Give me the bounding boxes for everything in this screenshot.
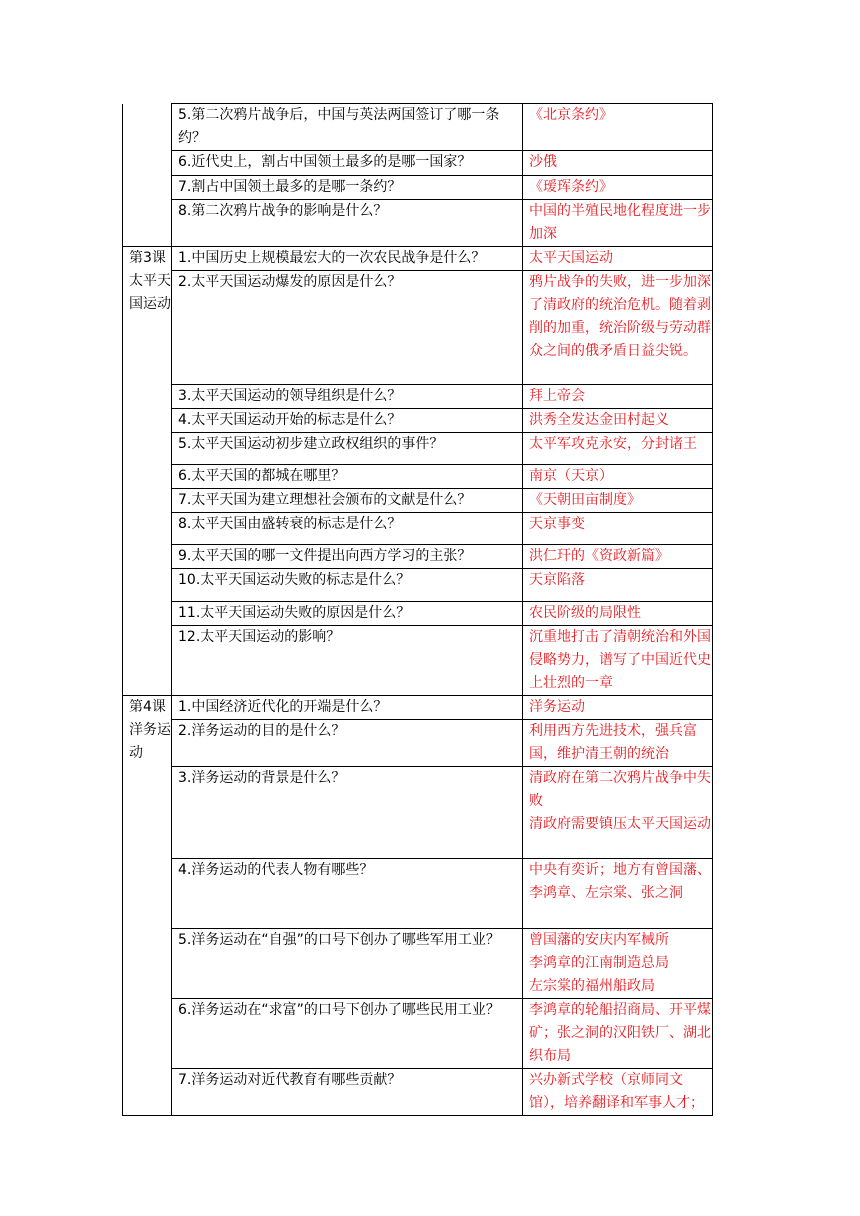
table-row bbox=[123, 247, 713, 271]
answer-cell: 沙俄 bbox=[523, 151, 713, 176]
table-row bbox=[123, 720, 713, 767]
answer-cell: 中国的半殖民地化程度进一步加深 bbox=[523, 200, 713, 247]
table-row bbox=[123, 385, 713, 409]
question-cell: 2.洋务运动的目的是什么？ bbox=[172, 720, 523, 767]
table-row bbox=[123, 767, 713, 859]
answer-cell: 中央有奕䜣；地方有曾国藩、李鸿章、左宗棠、张之洞 bbox=[523, 859, 713, 929]
question-cell: 4.太平天国运动开始的标志是什么？ bbox=[172, 409, 523, 433]
answer-cell: 洋务运动 bbox=[523, 696, 713, 720]
question-cell: 8.太平天国由盛转衰的标志是什么？ bbox=[172, 513, 523, 545]
lesson-cell: 第3课太平天国运动 bbox=[123, 247, 172, 696]
answer-cell: 兴办新式学校（京师同文馆），培养翻译和军事人才； bbox=[523, 1069, 713, 1116]
answer-cell: 《天朝田亩制度》 bbox=[523, 489, 713, 513]
table-row bbox=[123, 602, 713, 626]
answer-cell: 利用西方先进技术，强兵富国，维护清王朝的统治 bbox=[523, 720, 713, 767]
question-cell: 5.第二次鸦片战争后，中国与英法两国签订了哪一条约？ bbox=[172, 104, 523, 151]
question-cell: 5.洋务运动在“自强”的口号下创办了哪些军用工业？ bbox=[172, 929, 523, 999]
table-row bbox=[123, 104, 713, 151]
lesson-cell bbox=[123, 104, 172, 247]
answer-cell: 南京（天京） bbox=[523, 465, 713, 489]
question-cell: 12.太平天国运动的影响？ bbox=[172, 626, 523, 696]
question-cell: 7.割占中国领土最多的是哪一条约？ bbox=[172, 176, 523, 200]
question-cell: 8.第二次鸦片战争的影响是什么？ bbox=[172, 200, 523, 247]
question-cell: 5.太平天国运动初步建立政权组织的事件？ bbox=[172, 433, 523, 465]
qa-table bbox=[122, 103, 713, 1116]
answer-cell: 《北京条约》 bbox=[523, 104, 713, 151]
answer-cell: 天京陷落 bbox=[523, 569, 713, 602]
table-row bbox=[123, 513, 713, 545]
answer-cell: 李鸿章的轮船招商局、开平煤矿；张之洞的汉阳铁厂、湖北织布局 bbox=[523, 999, 713, 1069]
answer-cell: 清政府在第二次鸦片战争中失败 清政府需要镇压太平天国运动 bbox=[523, 767, 713, 859]
answer-cell: 曾国藩的安庆内军械所 李鸿章的江南制造总局 左宗棠的福州船政局 bbox=[523, 929, 713, 999]
answer-cell: 拜上帝会 bbox=[523, 385, 713, 409]
table-row bbox=[123, 859, 713, 929]
answer-cell: 沉重地打击了清朝统治和外国侵略势力，谱写了中国近代史上壮烈的一章 bbox=[523, 626, 713, 696]
table-row bbox=[123, 545, 713, 569]
answer-cell: 太平军攻克永安，分封诸王 bbox=[523, 433, 713, 465]
answer-cell: 《瑷珲条约》 bbox=[523, 176, 713, 200]
lesson-cell: 第4课洋务运动 bbox=[123, 696, 172, 1116]
answer-cell: 天京事变 bbox=[523, 513, 713, 545]
answer-cell: 太平天国运动 bbox=[523, 247, 713, 271]
question-cell: 6.太平天国的都城在哪里？ bbox=[172, 465, 523, 489]
question-cell: 3.太平天国运动的领导组织是什么？ bbox=[172, 385, 523, 409]
table-row bbox=[123, 433, 713, 465]
question-cell: 10.太平天国运动失败的标志是什么？ bbox=[172, 569, 523, 602]
table-row bbox=[123, 151, 713, 176]
table-row bbox=[123, 200, 713, 247]
table-row bbox=[123, 1069, 713, 1116]
table-row bbox=[123, 465, 713, 489]
question-cell: 2.太平天国运动爆发的原因是什么？ bbox=[172, 271, 523, 385]
question-cell: 1.中国经济近代化的开端是什么？ bbox=[172, 696, 523, 720]
question-cell: 11.太平天国运动失败的原因是什么？ bbox=[172, 602, 523, 626]
answer-cell: 洪仁玕的《资政新篇》 bbox=[523, 545, 713, 569]
table-row bbox=[123, 409, 713, 433]
question-cell: 7.太平天国为建立理想社会颁布的文献是什么？ bbox=[172, 489, 523, 513]
table-row bbox=[123, 696, 713, 720]
answer-cell: 洪秀全发达金田村起义 bbox=[523, 409, 713, 433]
question-cell: 9.太平天国的哪一文件提出向西方学习的主张？ bbox=[172, 545, 523, 569]
table-row bbox=[123, 626, 713, 696]
question-cell: 4.洋务运动的代表人物有哪些？ bbox=[172, 859, 523, 929]
question-cell: 6.近代史上，割占中国领土最多的是哪一国家？ bbox=[172, 151, 523, 176]
table-row bbox=[123, 271, 713, 385]
table-row bbox=[123, 489, 713, 513]
question-cell: 1.中国历史上规模最宏大的一次农民战争是什么？ bbox=[172, 247, 523, 271]
answer-cell: 鸦片战争的失败，进一步加深了清政府的统治危机。随着剥削的加重，统治阶级与劳动群众之间的俄矛盾日益尖锐。 bbox=[523, 271, 713, 385]
question-cell: 6.洋务运动在“求富”的口号下创办了哪些民用工业？ bbox=[172, 999, 523, 1069]
question-cell: 3.洋务运动的背景是什么？ bbox=[172, 767, 523, 859]
table-row bbox=[123, 176, 713, 200]
table-row bbox=[123, 999, 713, 1069]
question-cell: 7.洋务运动对近代教育有哪些贡献？ bbox=[172, 1069, 523, 1116]
table-row bbox=[123, 569, 713, 602]
table-row bbox=[123, 929, 713, 999]
answer-cell: 农民阶级的局限性 bbox=[523, 602, 713, 626]
